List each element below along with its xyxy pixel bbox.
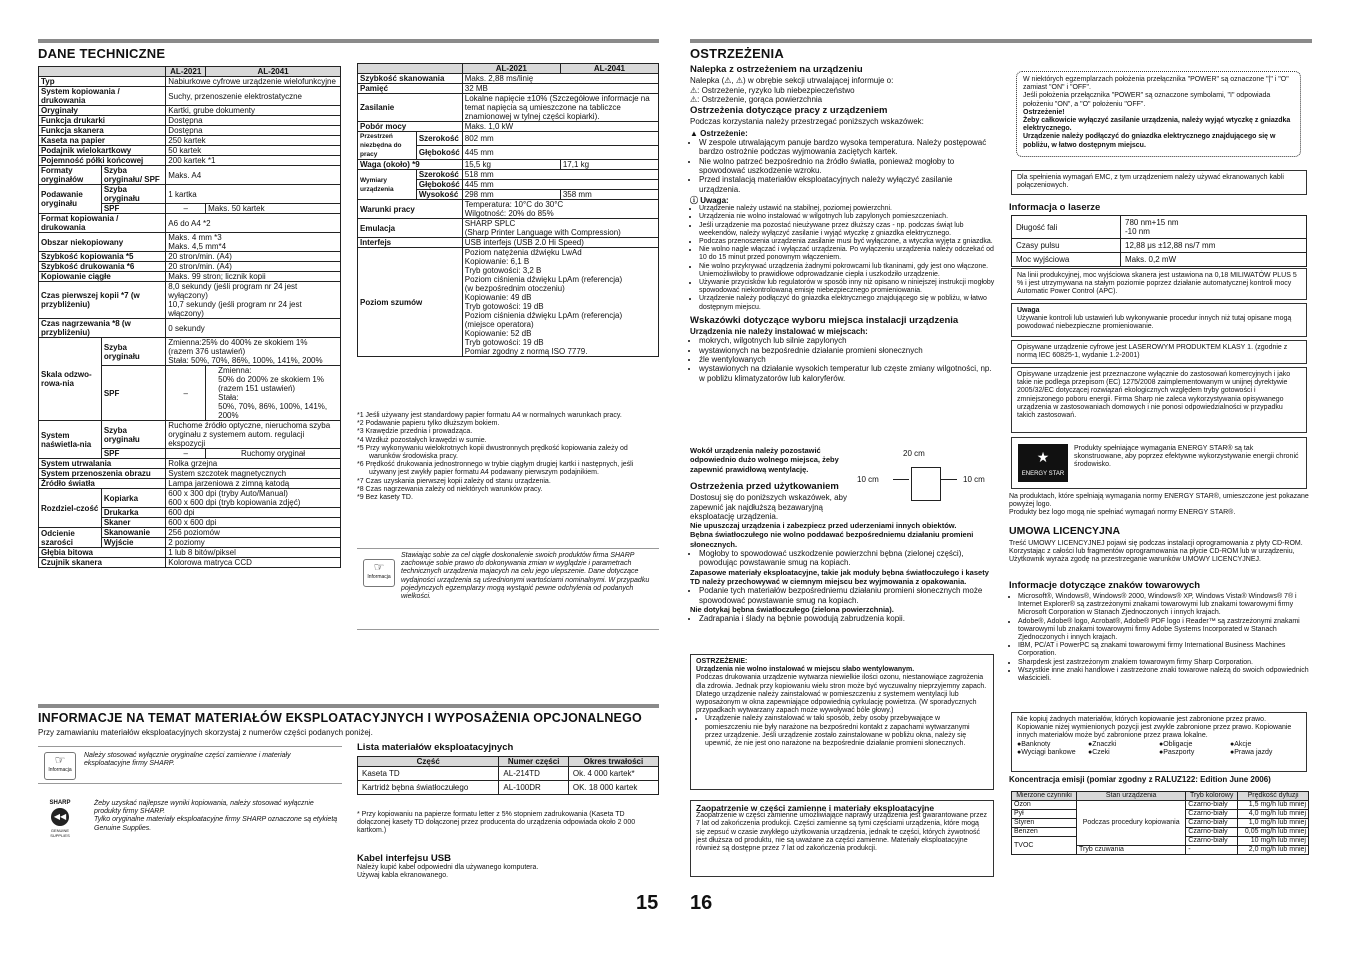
spec-cell: Szybkość skanowania (358, 74, 463, 84)
ozone-bold: Urządzenia nie wolno instalować w miejscu słabo wentylowanym. (696, 666, 915, 674)
spec-cell: 298 mm (462, 190, 560, 200)
tech-specs-title: DANE TECHNICZNE (38, 46, 166, 61)
spec-value: Nabiurkowe cyfrowe urządzenie wielofunkcyjne (166, 77, 341, 87)
op-warn-label: Ostrzeżenie: (700, 128, 748, 138)
supplies-cell: AL-214TD (499, 767, 568, 781)
spec-value: Maks. 4 mm *3 Maks. 4,5 mm*4 (166, 233, 341, 252)
emission-cell: 2,0 mg/h lub mniej (1238, 846, 1309, 855)
genuine-supplies-logo: SHARP ◀◀ GENUINE SUPPLIES (49, 800, 71, 838)
spec-value: A6 do A4 *2 (166, 214, 341, 233)
copy-item: ●Akcje (1230, 740, 1252, 748)
laser-cell: Moc wyjściowa (1012, 253, 1121, 267)
laser-warn-box (1011, 303, 1307, 337)
spec-value: 20 stron/min. (A4) (166, 262, 341, 272)
trademark-item: • Sharpdesk jest zastrzeżonym znakiem towarowym firmy Sharp Corporation. (1018, 659, 1318, 667)
energy-star-text: Produkty spełniające wymagania ENERGY STAR® są tak skonstruowane, aby poprzez efektywne wykorzystywanie energii chronić środowisko. (1074, 445, 1299, 469)
loc-item: • wystawionych na bezpośrednie działanie promieni słonecznych (699, 346, 996, 355)
spec-value: Kolorowa matryca CCD (166, 558, 341, 568)
spec-cell: Emulacja (358, 219, 463, 238)
op-warn-item: • Przed instalacją materiałów eksploatacyjnych należy wyłączyć zasilanie urządzenia. (699, 175, 996, 194)
spec-value: 8,0 sekundy (jeśli program nr 24 jest wyłączony) 10,7 sekundy (jeśli program nr 24 jest włączony) (166, 282, 341, 319)
laser-warn-title: Uwaga (1017, 307, 1040, 314)
op-warn-item: • W zespole utrwalającym panuje bardzo wysoka temperatura. Należy postępować bardzo ostrożnie podczas wyjmowania zaciętych kartek. (699, 138, 996, 157)
op-caution-list (690, 205, 996, 312)
info-icon: ☞ Informacja (44, 752, 76, 780)
spec-cell: Skala odzwo-rowa-nia (39, 338, 102, 421)
page-number-15: 15 (636, 892, 659, 914)
spec-key: Funkcja drukarki (39, 116, 166, 126)
emission-cell: Czarno-biały (1186, 819, 1238, 828)
spec-cell: Szerokość (416, 170, 462, 180)
spec-key: Kaseta na papier (39, 136, 166, 146)
op-caution-label: Uwaga: (700, 195, 729, 205)
user-b1: Nie upuszczaj urządzenia i zabezpiecz przed uderzeniami innych obiektów. (690, 521, 957, 531)
spec-cell: Rozdziel-czość (39, 489, 102, 528)
warnings-column (690, 63, 996, 383)
emission-cell: Tryb czuwania (1077, 846, 1186, 855)
energy-star-box (1011, 437, 1307, 489)
spec-key: Formaty oryginałów (39, 166, 102, 185)
emission-cell: Czarno-biały (1186, 828, 1238, 837)
spec-cell: 17,1 kg (560, 160, 658, 170)
ozone-title: OSTRZEŻENIE: (696, 658, 748, 665)
emission-cell: Czarno-biały (1186, 810, 1238, 819)
op-caution-item: • Nie wolno przykrywać urządzenia żadnymi pokrowcami lub tkaninami, gdy jest ono włączone. Uniemożliwiłoby to prawidłowe odprowadzanie ciepła i uszkodziło urządzenie. (699, 263, 996, 279)
dim-right: 10 cm (963, 475, 985, 484)
spec-cell: – (166, 366, 206, 421)
footnote: *8 Czas nagrzewania zależy od niektórych warunków pracy. (357, 485, 543, 493)
spec-value: Lampa jarzeniowa z zimną katodą (166, 479, 341, 489)
spec-cell: Przestrzeń niezbędna do pracy (358, 132, 417, 160)
spec-cell: Poziom szumów (358, 248, 463, 357)
supplies-cell: OK. 18 000 kartek (568, 781, 658, 795)
user-b4: Nie dotykaj bębna światłoczułego (zielona powierzchnia). (690, 604, 894, 614)
trademark-item: • Microsoft®, Windows®, Windows® 2000, Windows® XP, Windows Vista® Windows® 7® i Internet Explorer® są zastrzeżonymi znakami towarowymi lub znakami towarowymi firmy Microsoft Corporation w Stanach Zjednoczonych i innych krajach. (1018, 593, 1318, 618)
section-bar (38, 39, 659, 43)
spec-cell: 445 mm (462, 146, 658, 160)
trademark-title: Informacje dotyczące znaków towarowych (1009, 580, 1201, 591)
trademark-list (1009, 593, 1318, 683)
note-sharp (38, 796, 342, 848)
spec-cell: Warunki pracy (358, 200, 463, 219)
supplies-list-title: Lista materiałów eksploatacyjnych (357, 742, 514, 753)
supplies-cell: Okres trwałości (568, 757, 658, 767)
spec-value: Dostępna (166, 116, 341, 126)
supplies-table (357, 756, 659, 795)
spec-cell: 600 x 600 dpi (166, 518, 341, 528)
loc-sub: Urządzenia nie należy instalować w miejscach: (690, 327, 868, 337)
spec-cell: Lokalne napięcie ±10% (Szczegółowe informacje na temat napięcia są umieszczone na tabliczce znamionowej w tylnej części kopiarki). (462, 94, 658, 122)
emission-cell: 1,0 mg/h lub mniej (1238, 819, 1309, 828)
spec-value: Rolka grzejna (166, 459, 341, 469)
spec-cell: 358 mm (560, 190, 658, 200)
spec-key: Oryginały (39, 106, 166, 116)
power-b2: Żeby całkowicie wyłączyć zasilanie urządzenia, należy wyjąć wtyczkę z gniazdka elektrycznego. Urządzenie należy podłączyć do gniazdka elektrycznego znajdującego się w pobliżu, w łatwo dostępnym miejscu. (1023, 117, 1291, 149)
spec-cell: Zmienna: 50% do 200% ze skokiem 1% (razem 151 ustawień) Stała: 50%, 70%, 86%, 100%, 141%, 200% (206, 366, 341, 421)
op-caution-item: • Używanie przycisków lub regulatorów w sposób inny niż opisano w niniejszej instrukcji mogłoby spowodować niekontrolowaną emisję niebezpiecznego promieniowania. (699, 279, 996, 295)
spec-cell: Zmienna:25% do 400% ze skokiem 1% (razem 376 ustawień) Stała: 50%, 70%, 86%, 100%, 141%, 200% (166, 338, 341, 366)
laser-table (1011, 215, 1307, 267)
note-genuine (38, 746, 342, 784)
usb-title: Kabel interfejsu USB (357, 853, 451, 864)
section-bar (38, 704, 659, 708)
supplies-intro: Przy zamawianiu materiałów eksploatacyjnych skorzystaj z numerów części podanych poniżej. (38, 728, 373, 737)
laser-box3: Opisywane urządzenie jest przeznaczone wyłącznie do zastosowań komercyjnych i jako takie nie podlega przepisom (EC) 1275/2008 zaimplementowanym w unijnej dyrektywie 2005/32/EC dotyczącej rozwiązań ekologicznych względem tryby gotowości i zmniejszonego poboru energii. Firma Sharp nie zaleca wykorzystywania opisywanego urządzenia w zastosowaniach domowych i nie ponosi odpowiedzialności w przypadku takich zastosowań. (1011, 367, 1307, 433)
user-i2: • Podanie tych materiałów bezpośredniemu działaniu promieni słonecznych może spowodować powstawanie smug na kopiach. (699, 586, 996, 605)
op-caution-item: • Nie wolno nagle włączać i wyłączać urządzenia. Po wyłączeniu urządzenia należy odczekać od 10 do 15 minut przed ponownym włączeniem. (699, 246, 996, 262)
spec-header: AL-2021 (166, 67, 206, 77)
spec-key: Format kopiowania / drukowania (39, 214, 166, 233)
footnote: *7 Czas uzyskania pierwszej kopii zależy od stanu urządzenia. (357, 477, 551, 485)
op-title: Ostrzeżenia dotyczące pracy z urządzeniem (690, 105, 888, 117)
laser-cell: Długość fali (1012, 216, 1121, 239)
trademark-item: • IBM, PC/AT i PowerPC są znakami towarowymi firmy International Business Machines Corporation. (1018, 642, 1318, 658)
emission-cell: Czarno-biały (1186, 837, 1238, 846)
spec-cell: 2 poziomy (166, 538, 341, 548)
spec-value: Kartki, grube dokumenty (166, 106, 341, 116)
user-text: Dostosuj się do poniższych wskazówek, aby zapewnić jak najdłuższą bezawaryjną eksploatację urządzenia. (690, 493, 847, 521)
op-caution-item: • Urządzenie należy ustawić na stabilnej, poziomej powierzchni. (699, 205, 996, 213)
info-text: Stawiając sobie za cel ciągłe doskonalenie swoich produktów firma SHARP zachowuje sobie prawo do dokonywania zmian w wyglądzie i parametrach technicznych urządzenia majacych na celu jego ulepszenie. Dane dotyczące wydajności urządzenia są uśrednionymi wartościami nominalnymi. W przypadku pojedynczych egzemplarzy mogą wystąpić pewne odchylenia od podanych wielkości. (401, 552, 650, 601)
info-icon: ☞ Informacja (363, 559, 395, 587)
footnote: *6 Prędkość drukowania jednostronnego w trybie ciągłym drugiej kartki i następnych, jeśli używany jest zwykły papier formatu A4 podawany pierwszym podajnikiem. (357, 461, 634, 477)
dim-top: 20 cm (903, 449, 925, 458)
spec-cell: 1 kartka (166, 185, 341, 204)
spec-value: 250 kartek (166, 136, 341, 146)
spec-cell: Ruchome źródło optyczne, nieruchoma szyba oryginału z systemem autom. regulacji ekspozycji (166, 421, 341, 449)
spec-key: Podajnik wielokartkowy (39, 146, 166, 156)
op-warn-item: • Nie wolno patrzeć bezpośrednio na źródło światła, ponieważ mogłoby to spowodować uszkodzenie wzroku. (699, 157, 996, 176)
copy-item: ●Paszporty (1159, 748, 1195, 756)
loc-item: • źle wentylowanych (699, 355, 996, 364)
spec-header: AL-2041 (206, 67, 341, 77)
copy-item: ●Obligacje (1159, 740, 1193, 748)
copy-items (1017, 741, 1301, 757)
spec-value: 200 kartek *1 (166, 156, 341, 166)
spec-cell (358, 64, 463, 74)
footnotes (357, 412, 657, 502)
page-number-16: 16 (690, 892, 713, 914)
emission-cell: Pył (1012, 810, 1077, 819)
footnote: *4 Wzdłuż pozostałych krawędzi w sumie. (357, 436, 487, 444)
label-title: Nalepka z ostrzeżeniem na urządzeniu (690, 64, 863, 75)
section-bar (690, 39, 1312, 43)
emission-title: Koncentracja emisji (pomiar zgodny z RALUZ122: Edition June 2006) (1009, 775, 1271, 784)
laser-box2: Opisywane urządzenie cyfrowe jest LASEROWYM PRODUKTEM KLASY 1. (zgodnie z normą IEC 60825-1, wydanie 1.2-2001) (1011, 340, 1307, 364)
ozone-text: Podczas drukowania urządzenie wytwarza niewielkie ilości ozonu, niestanowiące zagrożenia dla zdrowia. Jednak przy kopiowaniu wielu stron może być wyczuwalny nieprzyjemny zapach. Dlatego urządzenie należy zainstalować w pomieszczeniu z systemem wentylacji lub wyposażonym w okna zapewniające odpowiednią cyrkulację powietrza. (W sporadycznych przypadkach wytwarzany zapach może wywoływać bóle głowy.) (696, 674, 987, 715)
spec-key: Szybkość drukowania *6 (39, 262, 166, 272)
user-i1: • Mogłoby to spowodować uszkodzenie powierzchni bębna (zielonej części), powodując powstawanie smug na kopiach. (699, 549, 996, 568)
supplies-cell: Ok. 4 000 kartek* (568, 767, 658, 781)
spec-cell: SHARP SPLC (Sharp Printer Language with Compression) (462, 219, 658, 238)
laser-cell: 12,88 μs ±12,88 ns/7 mm (1121, 239, 1307, 253)
op-caution-item: • Urządzenie należy podłączyć do gniazdka elektrycznego znajdującego się w pobliżu, w łatwo dostępnym miejscu. (699, 295, 996, 311)
spec-cell: Szyba oryginału (101, 338, 165, 366)
power-text: W niektórych egzemplarzach położenia przełącznika "POWER" są oznaczone "|" i "O" zamiast "ON" i "OFF". Jeśli położenia przełącznika "POWER" są oznaczone symbolami, "I" odpowiada położeniu "ON", a "O" położeniu "OFF". (1023, 76, 1289, 108)
emission-cell: 1,5 mg/h lub mniej (1238, 801, 1309, 810)
warning-icon: ⚠ (690, 85, 698, 95)
spec-cell: Wysokość (416, 190, 462, 200)
loc-bold: Wokół urządzenia należy pozostawić odpowiednio dużo wolnego miejsca, żeby zapewnić prawidłową wentylację. (690, 446, 839, 474)
emission-cell: Ozon (1012, 801, 1077, 810)
spec-cell: 15,5 kg (462, 160, 560, 170)
laser-title: Informacja o laserze (1009, 202, 1101, 213)
spec-cell: Pamięć (358, 84, 463, 94)
user-title: Ostrzeżenia przed użytkowaniem (690, 481, 839, 492)
note-sharp-text: Żeby uzyskać najlepsze wyniki kopiowania, należy stosować wyłącznie produkty firmy SHARP. Tylko oryginalne materiały eksploatacyjne firmy SHARP oznaczone są etykietą Genuine Supplies. (94, 800, 338, 832)
emission-table (1011, 791, 1309, 855)
spec-key: Czujnik skanera (39, 558, 166, 568)
op-caution-item: • Jeśli urządzenie ma pozostać nieużywane przez dłuższy czas - np. podczas świąt lub weekendów, należy wyłączyć zasilanie i wyjąć wtyczkę z gniazdka elektrycznego. (699, 222, 996, 238)
parts-box (690, 800, 994, 877)
emission-cell: 0,05 mg/h lub mniej (1238, 828, 1309, 837)
spec-subkey: Szyba oryginału/ SPF (101, 166, 165, 185)
spec-key: Funkcja skanera (39, 126, 166, 136)
spec-cell: – (166, 204, 206, 214)
usb-text: Należy kupić kabel odpowiedni dla używanego komputera. Używaj kabla ekranowanego. (357, 864, 539, 880)
trademark-item: • Wszystkie inne znaki handlowe i zastrzeżone znaki towarowe należą do swoich odpowiednich właścicieli. (1018, 667, 1318, 683)
op-intro: Podczas korzystania należy przestrzegać poniższych wskazówek: (690, 117, 924, 127)
spec-table-mid (357, 63, 659, 357)
spec-cell: Maks. 50 kartek (206, 204, 341, 214)
emission-cell: Benzen (1012, 828, 1077, 837)
spec-key: System kopiowania / drukowania (39, 87, 166, 106)
laser-box1: Na linii produkcyjnej, moc wyjściowa skanera jest ustawiona na 0,18 MILIWATÓW PLUS 5 % i jest utrzymywana na stałym poziomie poprzez działanie automatycznej kontroli mocy Automatic Power Control (APC). (1011, 268, 1307, 300)
spec-cell: Wyjście (101, 538, 165, 548)
spec-cell: Głębokość (416, 180, 462, 190)
spec-cell: Kopiarka (101, 489, 165, 508)
spec-value: 1 lub 8 bitów/piksel (166, 548, 341, 558)
parts-title: Zaopatrzenie w części zamienne i materiały eksploatacyjne (696, 803, 935, 813)
copy-item: ●Prawa jazdy (1230, 748, 1273, 756)
ozone-warning-box (690, 654, 994, 790)
user-b2: Bębna światłoczułego nie wolno poddawać bezpośredniemu działaniu promieni słonecznych. (690, 530, 974, 549)
footnote: *2 Podawanie papieru tylko dłuższym bokiem. (357, 420, 500, 428)
op-caution-item: • Urządzenia nie wolno instalować w wilgotnych lub zapylonych pomieszczeniach. (699, 213, 996, 221)
spec-cell: Skanowanie (101, 528, 165, 538)
spec-value: Suchy, przenoszenie elektrostatyczne (166, 87, 341, 106)
spec-cell: Wymiary urządzenia (358, 170, 417, 200)
spec-value: Dostępna (166, 126, 341, 136)
info-note (357, 548, 659, 630)
emission-cell: Czarno-biały (1186, 801, 1238, 810)
spec-cell: SPF (101, 366, 165, 421)
spec-cell: AL-2021 (462, 64, 560, 74)
power-switch-box (1016, 71, 1301, 157)
laser-cell: Maks. 0,2 mW (1121, 253, 1307, 267)
supplies-cell: Numer części (499, 757, 568, 767)
spec-cell: Temperatura: 10°C do 30°C Wilgotność: 20% do 85% (462, 200, 658, 219)
spec-cell: AL-2041 (560, 64, 658, 74)
op-caution-item: • Podczas przenoszenia urządzenia zasilanie musi być wyłączone, a wtyczka wyjęta z gniazdka. (699, 238, 996, 246)
spec-cell: Ruchomy oryginał (206, 449, 341, 459)
spec-key: Czas nagrzewania *8 (w przybliżeniu) (39, 319, 166, 338)
supplies-note: * Przy kopiowaniu na papierze formatu letter z 5% stopniem zadrukowania (Kaseta TD dołączonej kasety TD dołączonej przez producenta do urządzenia odpowiada około 2 000 kartkom.) (357, 811, 636, 835)
dim-left: 10 cm (857, 475, 879, 484)
spec-cell: Pobór mocy (358, 122, 463, 132)
emission-cell: Prędkość dyfuzji (1238, 792, 1309, 801)
loc-item: • wystawionych na działanie wysokich temperatur lub częste zmiany wilgotności, np. w pobliżu klimatyzatorów lub kaloryferów. (699, 364, 996, 383)
spec-cell: Szyba oryginału (101, 185, 165, 204)
spec-cell: Drukarka (101, 508, 165, 518)
spec-cell: Zasilanie (358, 94, 463, 122)
spec-header (39, 67, 166, 77)
loc-item: • mokrych, wilgotnych lub silnie zapylonych (699, 336, 996, 345)
spec-value: System szczotek magnetycznych (166, 469, 341, 479)
spec-cell: Odcienie szarości (39, 528, 102, 548)
spec-cell: Szyba oryginału (101, 421, 165, 449)
copy-prohibited-box (1011, 712, 1307, 772)
spec-cell: Głębokość (416, 146, 462, 160)
spec-key: System utrwalania (39, 459, 166, 469)
note-genuine-text: Należy stosować wyłącznie oryginalne części zamienne i materiały eksploatacyjne firmy SHARP. (84, 752, 291, 768)
spec-cell: USB interfejs (USB 2.0 Hi Speed) (462, 238, 658, 248)
label-2: : Ostrzeżenie, gorąca powierzchnia (697, 94, 823, 104)
loc-title: Wskazówki dotyczące wyboru miejsca instalacji urządzenia (690, 314, 959, 326)
supplies-cell: Część (358, 757, 499, 767)
op-warn-list (690, 138, 996, 194)
caution-icon: ⓘ (690, 195, 698, 205)
copy-item: ●Banknoty (1017, 740, 1051, 748)
laser-cell: 780 nm+15 nm -10 nm (1121, 216, 1307, 239)
spec-cell: SPF (101, 449, 165, 459)
spec-cell: 32 MB (462, 84, 658, 94)
spec-table-left (38, 66, 341, 568)
spec-cell: SPF (101, 204, 165, 214)
spec-cell: Poziom natężenia dźwięku LwAd Kopiowanie: 6,1 B Tryb gotowości: 3,2 B Poziom ciśnienia dźwięku LpAm (referencja) (w bezpośrednim otoczeniu) Kopiowanie: 49 dB Tryb gotowości: 19 dB Poziom ciśnienia dźwięku LpAm (referencja) (miejsce operatora) Kopiowanie: 52 dB Tryb gotowości: 19 dB Pomiar zgodny z normą ISO 7779. (462, 248, 658, 357)
spec-cell: Podawanie oryginału (39, 185, 102, 214)
copy-item: ●Znaczki (1088, 740, 1117, 748)
emission-cell: 10 mg/h lub mniej (1238, 837, 1309, 846)
emission-cell: TVOC (1012, 837, 1077, 855)
emission-cell: Tryb kolorowy (1186, 792, 1238, 801)
spec-cell: 445 mm (462, 180, 658, 190)
warning-icon: ▲ (690, 128, 698, 138)
spec-key: Szybkość kopiowania *5 (39, 252, 166, 262)
license-text: Treść UMOWY LICENCYJNEJ pojawi się podczas instalacji oprogramowania z płyty CD-ROM. Korzystając z całości lub fragmentów oprogramowania na płycie CD-ROM lub w urządzeniu, Użytkownik wyraża zgodę na przestrzeganie warunków UMOWY LICENCYJNEJ. (1009, 540, 1303, 564)
emission-cell: 4,0 mg/h lub mniej (1238, 810, 1309, 819)
spec-value: 20 stron/min. (A4) (166, 252, 341, 262)
supplies-cell: AL-100DR (499, 781, 568, 795)
spec-key: Głębia bitowa (39, 548, 166, 558)
emission-cell: - (1186, 846, 1238, 855)
supplies-title: INFORMACJE NA TEMAT MATERIAŁÓW EKSPLOATACYJNYCH I WYPOSAŻENIA OPCJONALNEGO (38, 711, 642, 725)
user-i3: • Zadrapania i ślady na bębnie powodują zabrudzenia kopii. (699, 614, 996, 623)
spec-key: System przenoszenia obrazu (39, 469, 166, 479)
spec-cell: System naświetla-nia (39, 421, 102, 459)
footnote: *1 Jeśli używany jest standardowy papier formatu A4 w normalnych warunkach pracy. (357, 412, 622, 419)
spec-value: 0 sekundy (166, 319, 341, 338)
user-cautions (690, 480, 996, 623)
laser-cell: Czasy pulsu (1012, 239, 1121, 253)
warnings-title: OSTRZEŻENIA (690, 46, 784, 61)
spec-cell: 802 mm (462, 132, 658, 146)
ozone-item: • Urządzenie należy zainstalować w taki sposób, żeby osoby przebywające w pomieszczeniu nie były narażone na bezpośredni kontakt z zapachami wytwarzanymi przez urządzenie. Jeśli urządzenie zostało zainstalowane w pobliżu okna, należy się upewnić, że nie jest ono narażone na bezpośrednie działanie promieni słonecznych. (705, 715, 988, 748)
spec-cell: 600 dpi (166, 508, 341, 518)
emission-cell: Mierzone czynniki (1012, 792, 1077, 801)
loc-list (690, 336, 996, 382)
spec-value: 50 kartek (166, 146, 341, 156)
footnote: *3 Krawędzie przednia i prowadząca. (357, 428, 473, 436)
label-1: : Ostrzeżenie, ryzyko lub niebezpieczeństwo (697, 85, 855, 95)
energy-star-logo: ★ ENERGY STAR (1018, 444, 1068, 482)
spec-key: Źródło światła (39, 479, 166, 489)
spec-cell: Maks. 1,0 kW (462, 122, 658, 132)
footnote: *5 Przy wykonywaniu wielokrotnych kopii dwustronnych prędkość kopiowania zależy od warunków środowiska pracy. (357, 444, 628, 461)
footnote: *9 Bez kasety TD. (357, 494, 413, 502)
spec-key: Typ (39, 77, 166, 87)
spec-cell: Interfejs (358, 238, 463, 248)
spec-key: Pojemność półki końcowej (39, 156, 166, 166)
trademark-item: • Adobe®, Adobe® logo, Acrobat®, Adobe® PDF logo i Reader™ są zastrzeżonymi znakami towarowymi lub znakami towarowymi firmy Adobe Systems Incorporated w Stanach Zjednoczonych i innych krajach. (1018, 618, 1318, 643)
supplies-cell: Kaseta TD (358, 767, 499, 781)
spec-key: Obszar niekopiowany (39, 233, 166, 252)
spec-cell: Maks. A4 (166, 166, 341, 185)
label-text: Nalepka (⚠, ⚠) w obrębie sekcji utrwalającej informuje o: (690, 76, 894, 86)
power-b1: Ostrzeżenie! (1023, 108, 1065, 116)
spec-cell: 600 x 300 dpi (tryby Auto/Manual) 600 x 600 dpi (tryb kopiowania zdjęć) (166, 489, 341, 508)
copy-item: ●Wyciągi bankowe (1017, 748, 1076, 756)
license-title: UMOWA LICENCYJNA (1009, 525, 1121, 537)
spec-cell: Waga (około) *9 (358, 160, 463, 170)
spec-cell: 518 mm (462, 170, 658, 180)
copy-item: ●Czeki (1088, 748, 1110, 756)
spec-value: Maks. 99 stron; licznik kopii (166, 272, 341, 282)
parts-text: Zaopatrzenie w części zamienne umożliwiające naprawy urządzenia jest gwarantowane przez 7 lat od zakończenia produkcji. Części zamienne są tymi częściami urządzenia, które mogą się zepsuć w czasie zwykłego użytkowania urządzenia, jednak te części, których żywotność jest dłuższa od produktu, nie są uważane za części zamienne. Materiały eksploatacyjne również są dostępne przez 7 lat od zakończenia produkcji. (696, 812, 988, 853)
copy-text: Nie kopiuj żadnych materiałów, których kopiowanie jest zabronione przez prawo. Kopiowanie niżej wymienionych pozycji jest zwykle zabronione przez prawo. Kopiowanie innych materiałów może być zabronione przez prawa lokalne. (1017, 716, 1292, 740)
hot-surface-icon: ⚠ (690, 94, 698, 104)
user-b3: Zapasowe materiały eksploatacyjne, takie jak moduły bębna światłoczułego i kasety TD należy przechowywać w ciemnym miejscu bez wyjmowania z opakowania. (690, 567, 989, 586)
spec-cell: Szerokość (416, 132, 462, 146)
energy-star-note: Na produktach, które spełniają wymagania normy ENERGY STAR®, umieszczone jest pokazane powyżej logo. Produkty bez logo mogą nie spełniać wymagań normy ENERGY STAR®. (1009, 493, 1309, 517)
emission-cell: Stan urządzenia (1077, 792, 1186, 801)
spec-key: Kopiowanie ciągłe (39, 272, 166, 282)
spec-key: Czas pierwszej kopii *7 (w przybliżeniu) (39, 282, 166, 319)
emission-cell: Styren (1012, 819, 1077, 828)
spec-cell: Skaner (101, 518, 165, 528)
spec-cell: Maks. 2,88 ms/linię (462, 74, 658, 84)
emc-box: Dla spełnienia wymagań EMC, z tym urządzeniem należy używać ekranowanych kabli połączeniowych. (1011, 170, 1307, 195)
spec-cell: – (166, 449, 206, 459)
emission-cell: Podczas procedury kopiowania (1077, 801, 1186, 846)
laser-warn-text: Używanie kontroli lub ustawień lub wykonywanie procedur innych niż tutaj opisane mogą powodować niebezpieczne promieniowanie. (1017, 315, 1292, 331)
spec-cell: 256 poziomów (166, 528, 341, 538)
supplies-cell: Kartridż bębna światłoczułego (358, 781, 499, 795)
